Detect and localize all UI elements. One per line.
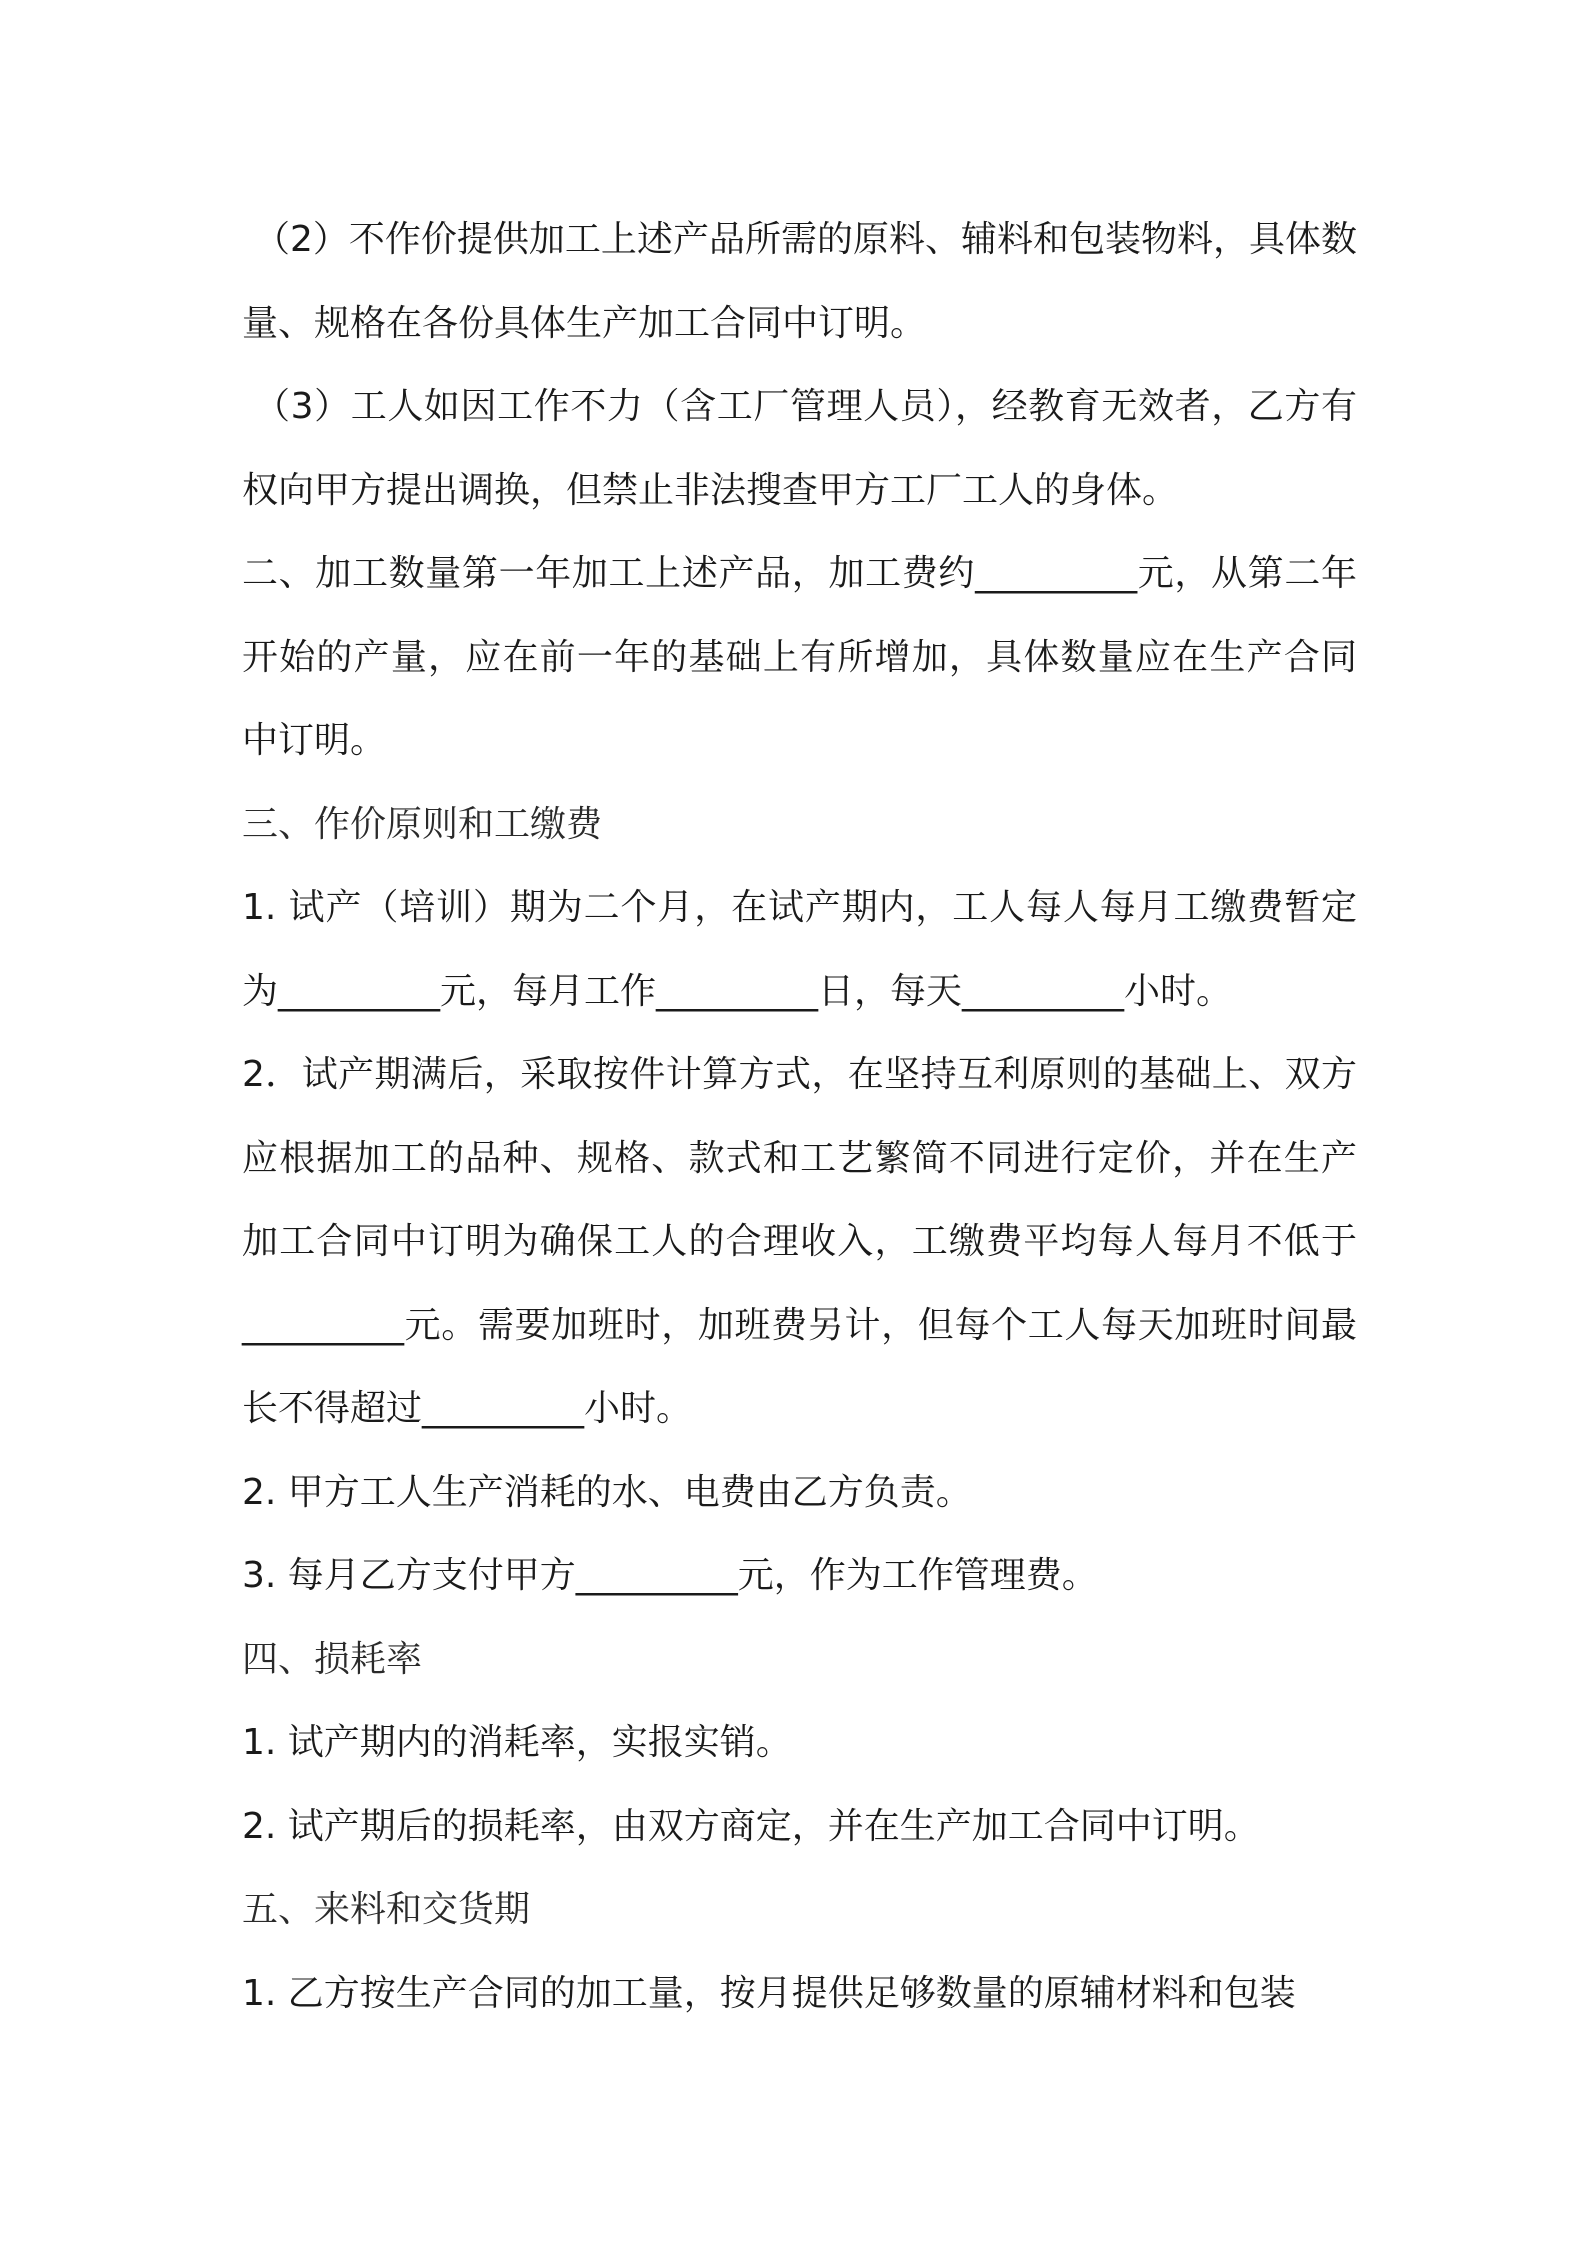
section-5-item-1: 1. 乙方按生产合同的加工量，按月提供足够数量的原辅材料和包装: [242, 1972, 1296, 2014]
section-3-item-1: 1. 试产（培训）期为二个月，在试产期内，工人每人每月工缴费暂定为_________元，每月工作_________日，每天_________小时。: [242, 887, 1357, 1012]
clause-2-materials: （2）不作价提供加工上述产品所需的原料、辅料和包装物料，具体数量、规格在各份具体生产加工合同中订明。: [242, 219, 1357, 344]
section-4-item-2: 2. 试产期后的损耗率，由双方商定，并在生产加工合同中订明。: [242, 1805, 1260, 1847]
section-3-item-2: 2．试产期满后，采取按件计算方式，在坚持互利原则的基础上、双方应根据加工的品种、规格、款式和工艺繁简不同进行定价，并在生产加工合同中订明为确保工人的合理收入，工缴费平均每人每月不低于_________元。需要加班时，加班费另计，但每个工人每天加班时间最长不得超过_________小时。: [242, 1054, 1357, 1429]
document-body: [242, 198, 1357, 2035]
section-4-item-1: 1. 试产期内的消耗率，实报实销。: [242, 1722, 792, 1763]
section-3-heading: 三、作价原则和工缴费: [242, 803, 603, 845]
section-5-heading: 五、来料和交货期: [242, 1889, 531, 1930]
section-4-heading: 四、损耗率: [242, 1638, 423, 1680]
section-3-item-3: 3. 每月乙方支付甲方_________元，作为工作管理费。: [242, 1555, 1098, 1596]
clause-3-worker-replacement: （3）工人如因工作不力（含工厂管理人员），经教育无效者，乙方有权向甲方提出调换，但禁止非法搜查甲方工厂工人的身体。: [242, 386, 1357, 511]
section-2-processing-quantity: 二、加工数量第一年加工上述产品，加工费约_________元，从第二年开始的产量，应在前一年的基础上有所增加，具体数量应在生产合同中订明。: [242, 553, 1357, 761]
section-3-item-2-utilities: 2. 甲方工人生产消耗的水、电费由乙方负责。: [242, 1471, 972, 1513]
